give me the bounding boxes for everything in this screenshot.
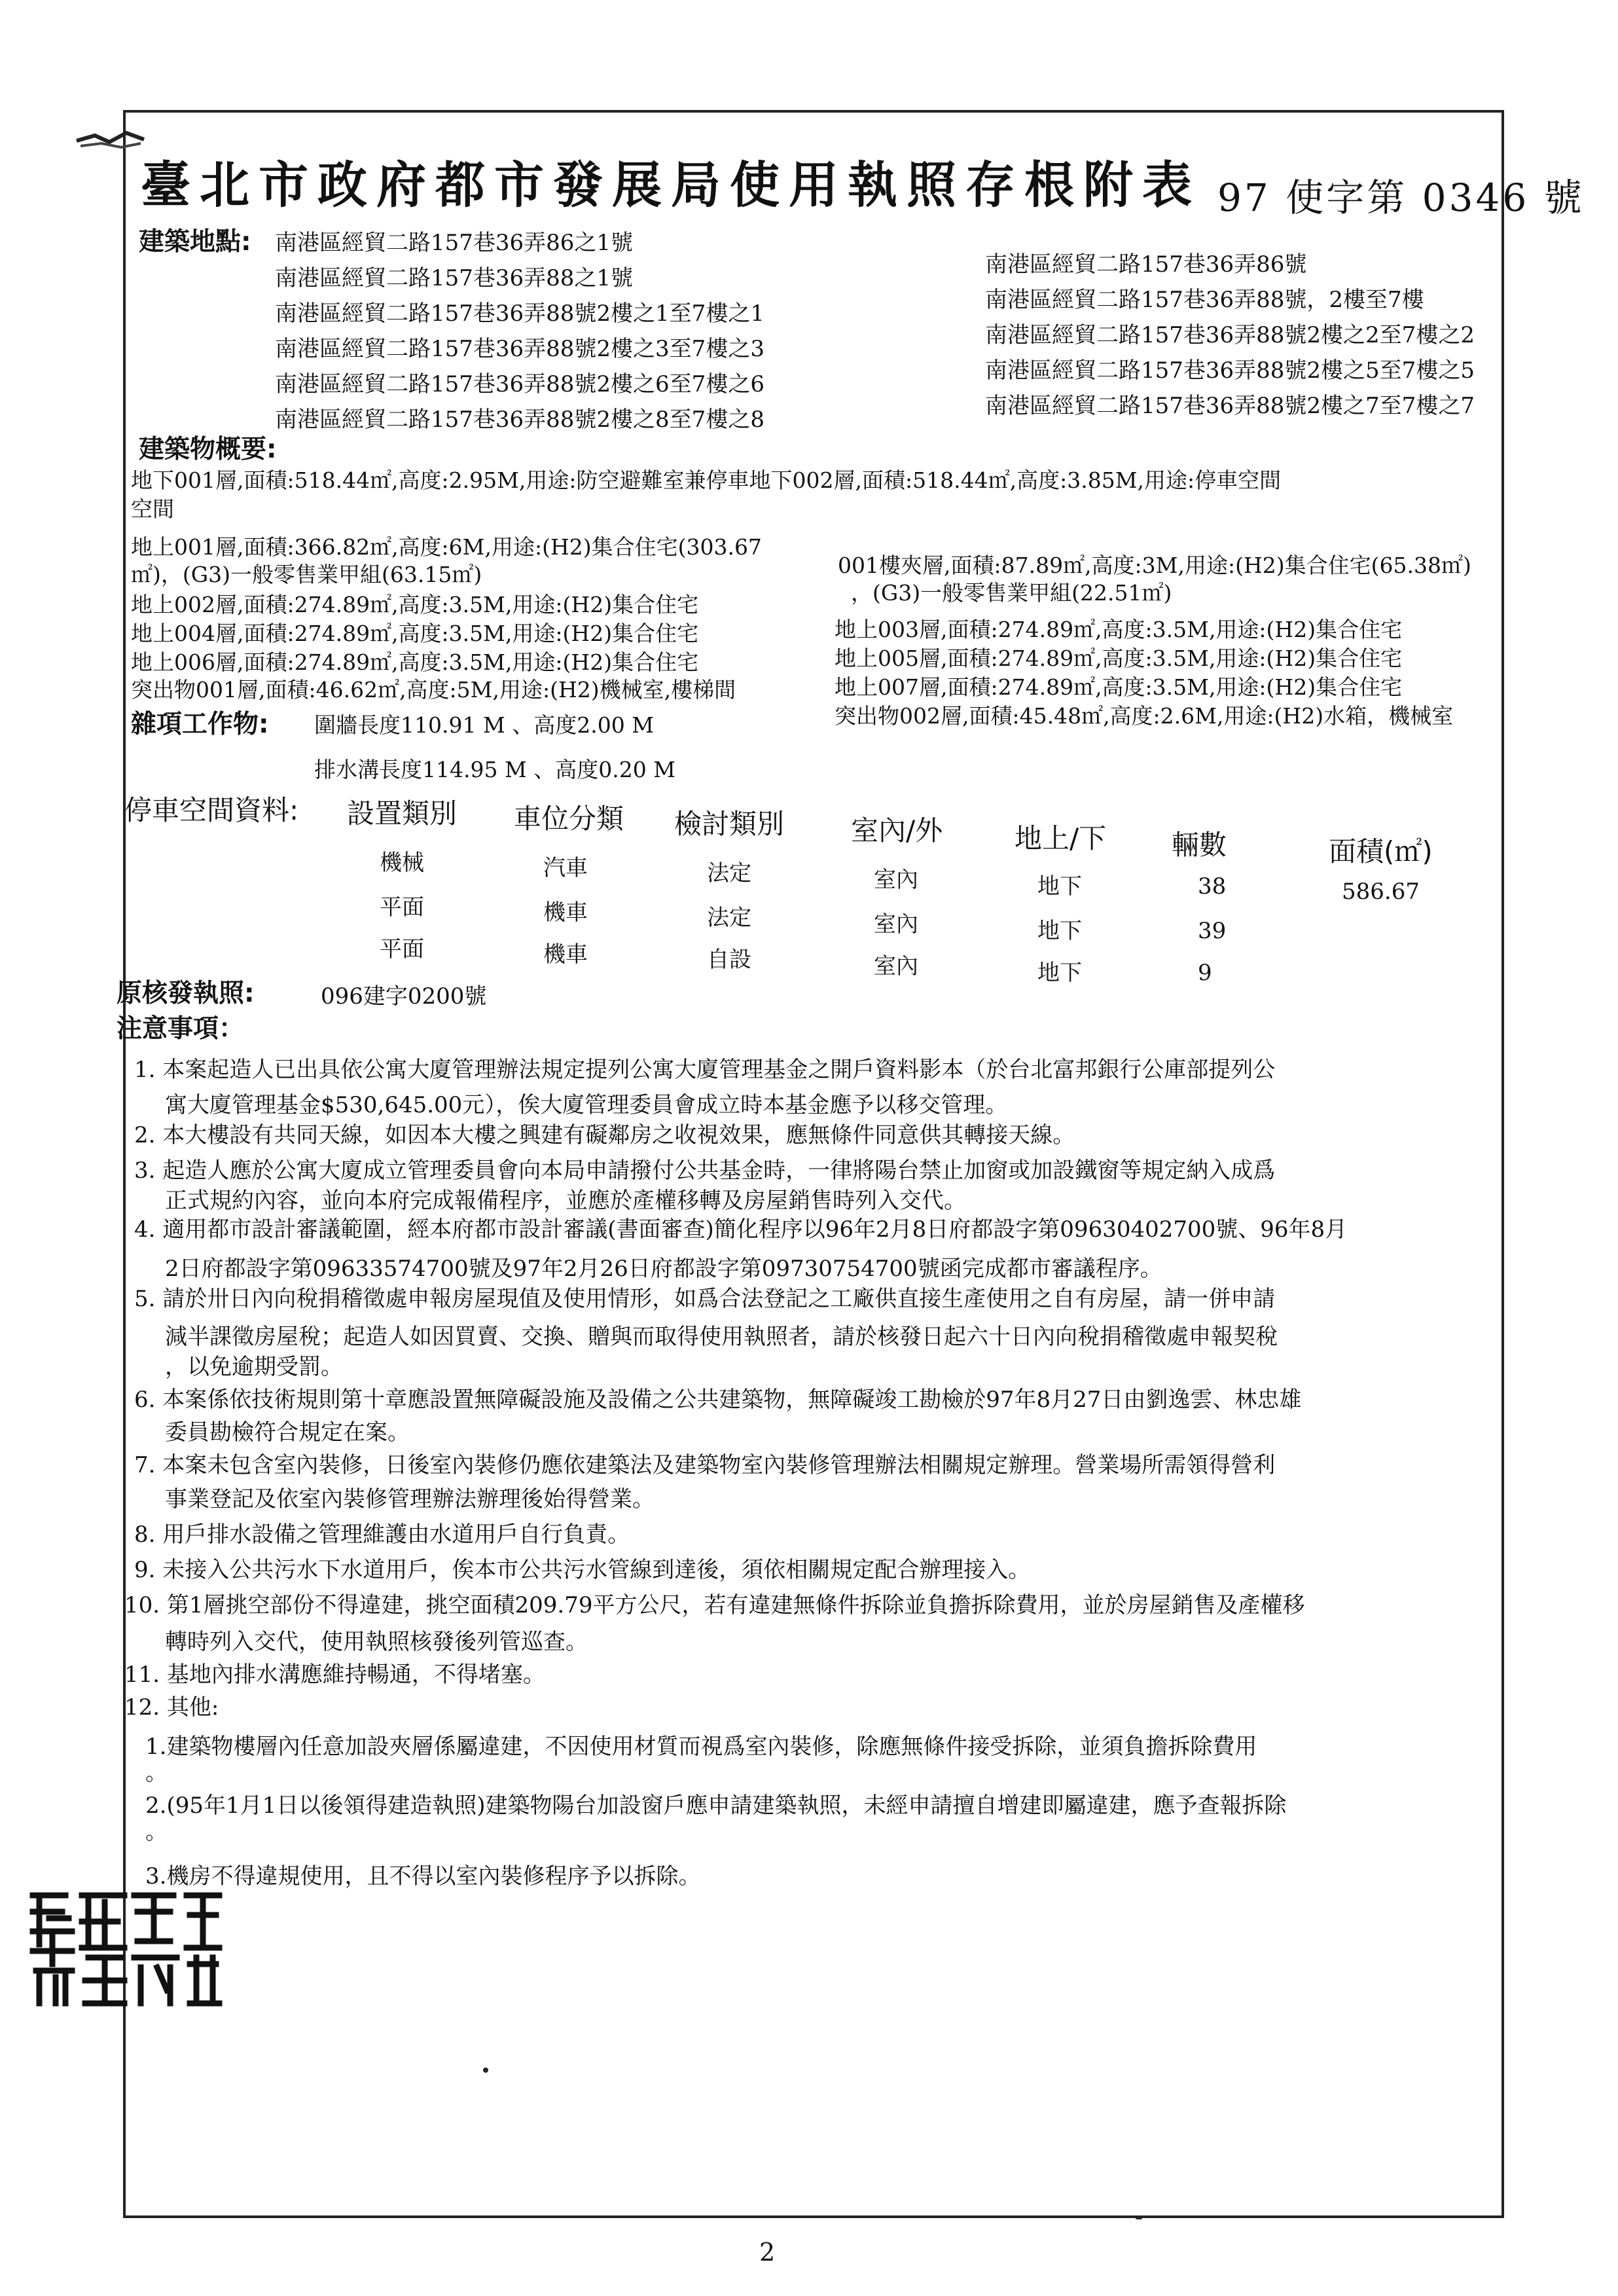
overview-b1-line1: 地下001層,面積:518.44㎡,高度:2.95M,用途:防空避難室兼停車地下002層,面積:518.44㎡,高度:3.85M,用途:停車空間 [131, 467, 1282, 493]
overview-floor-2: 地上002層,面積:274.89㎡,高度:3.5M,用途:(H2)集合住宅 [131, 592, 699, 617]
note-line-15: 8. 用戶排水設備之管理維護由水道用戶自行負責。 [134, 1522, 630, 1548]
note-line-7: 2日府都設字第09633574700號及97年2月26日府都設字第09730754700號函完成都市審議程序。 [165, 1256, 1162, 1282]
parking-r1-area: 586.67 [1342, 879, 1420, 905]
misc-label: 雜項工作物: [131, 710, 269, 739]
parking-r2-review: 法定 [707, 905, 751, 931]
address-right-2: 南港區經貿二路157巷36弄88號，2樓至7樓 [985, 287, 1424, 313]
parking-label: 停車空間資料: [124, 794, 299, 826]
site-label: 建築地點: [139, 227, 251, 257]
note-line-8: 5. 請於卅日內向稅捐稽徵處申報房屋現值及使用情形，如爲合法登記之工廠供直接生產使用之自有房屋，請一併申請 [134, 1286, 1276, 1312]
parking-r1-level: 地下 [1037, 873, 1082, 900]
note-other-3: 3.機房不得違規使用，且不得以室內裝修程序予以拆除。 [145, 1863, 701, 1889]
note-line-19: 11. 基地內排水溝應維持暢通，不得堵塞。 [124, 1662, 545, 1688]
overview-floor-5: 地上005層,面積:274.89㎡,高度:3.5M,用途:(H2)集合住宅 [835, 646, 1403, 671]
address-right-5: 南港區經貿二路157巷36弄88號2樓之7至7樓之7 [985, 393, 1475, 419]
overview-b1-line2: 空間 [131, 496, 174, 522]
overview-mezzanine-line2: ，(G3)一般零售業甲組(22.51㎡) [851, 580, 1172, 606]
parking-r1-class: 汽車 [543, 855, 588, 881]
page-number: 2 [759, 2238, 776, 2267]
overview-roof-2: 突出物002層,面積:45.48㎡,高度:2.6M,用途:(H2)水箱，機械室 [835, 703, 1454, 729]
overview-f1-line1: 地上001層,面積:366.82㎡,高度:6M,用途:(H2)集合住宅(303.67 [131, 534, 762, 560]
parking-header-count: 輛數 [1172, 829, 1227, 861]
misc-wall: 圍牆長度110.91 M 、高度2.00 M [314, 712, 654, 738]
parking-r3-class: 機車 [543, 941, 588, 968]
stray-mark-2 [1136, 2217, 1142, 2219]
parking-header-indoor: 室內/外 [851, 814, 943, 847]
parking-r3-indoor: 室內 [874, 953, 918, 979]
parking-r2-type: 平面 [380, 894, 424, 920]
overview-mezzanine-line1: 001樓夾層,面積:87.89㎡,高度:3M,用途:(H2)集合住宅(65.38㎡) [838, 553, 1471, 578]
note-line-12: 委員勘檢符合規定在案。 [165, 1419, 410, 1446]
address-left-5: 南港區經貿二路157巷36弄88號2樓之6至7樓之6 [275, 371, 764, 397]
parking-r2-count: 39 [1198, 918, 1227, 944]
note-line-14: 事業登記及依室內裝修管理辦法辦理後始得營業。 [165, 1486, 655, 1512]
note-line-2: 寓大廈管理基金$530,645.00元），俟大廈管理委員會成立時本基金應予以移交管理。 [165, 1092, 1008, 1118]
parking-header-level: 地上/下 [1015, 822, 1107, 854]
parking-r1-review: 法定 [707, 860, 751, 886]
parking-r2-level: 地下 [1037, 918, 1082, 944]
note-line-1: 1. 本案起造人已出具依公寓大廈管理辦法規定提列公寓大廈管理基金之開戶資料影本（於台北富邦銀行公庫部提列公 [134, 1057, 1276, 1083]
note-line-3: 2. 本大樓設有共同天線，如因本大樓之興建有礙鄰房之收視效果，應無條件同意供其轉接天線。 [134, 1122, 1075, 1148]
misc-drain: 排水溝長度114.95 M 、高度0.20 M [314, 757, 675, 782]
note-line-16: 9. 未接入公共污水下水道用戶，俟本市公共污水管線到達後，須依相關規定配合辦理接入。 [134, 1557, 1031, 1583]
parking-r1-type: 機械 [380, 850, 424, 876]
note-other-2: 2.(95年1月1日以後領得建造執照)建築物陽台加設窗戶應申請建築執照，未經申請擅自增建即屬違建，應予查報拆除 [145, 1793, 1287, 1819]
parking-header-type: 設置類別 [347, 797, 458, 829]
corner-scribble [75, 128, 147, 150]
parking-r3-type: 平面 [380, 936, 424, 962]
overview-floor-7: 地上007層,面積:274.89㎡,高度:3.5M,用途:(H2)集合住宅 [835, 674, 1403, 700]
address-right-1: 南港區經貿二路157巷36弄86號 [985, 251, 1307, 278]
parking-header-class: 車位分類 [514, 803, 624, 835]
note-line-13: 7. 本案未包含室內裝修，日後室內裝修仍應依建築法及建築物室內裝修管理辦法相關規定辦理。營業場所需領得營利 [134, 1452, 1276, 1478]
stray-mark [483, 2068, 488, 2073]
note-other-1: 1.建築物樓層內任意加設夾層係屬違建，不因使用材質而視爲室內裝修，除應無條件接受拆除，並須負擔拆除費用 [145, 1734, 1257, 1760]
notes-label: 注意事項： [117, 1014, 245, 1044]
note-line-20: 12. 其他: [124, 1694, 219, 1721]
overview-floor-6: 地上006層,面積:274.89㎡,高度:3.5M,用途:(H2)集合住宅 [131, 649, 699, 675]
original-permit-label: 原核發執照: [117, 979, 255, 1008]
note-other-2-end: 。 [145, 1819, 168, 1845]
overview-floor-4: 地上004層,面積:274.89㎡,高度:3.5M,用途:(H2)集合住宅 [131, 621, 699, 646]
overview-label: 建築物概要: [139, 435, 277, 464]
address-left-6: 南港區經貿二路157巷36弄88號2樓之8至7樓之8 [275, 407, 764, 433]
address-left-1: 南港區經貿二路157巷36弄86之1號 [275, 230, 634, 256]
parking-header-area: 面積(㎡) [1329, 835, 1433, 867]
parking-r2-indoor: 室內 [874, 911, 918, 938]
address-right-4: 南港區經貿二路157巷36弄88號2樓之5至7樓之5 [985, 357, 1475, 384]
note-line-17: 10. 第1層挑空部份不得違建，挑空面積209.79平方公尺，若有違建無條件拆除並負擔拆除費用，並於房屋銷售及產權移 [124, 1592, 1305, 1618]
address-left-4: 南港區經貿二路157巷36弄88號2樓之3至7樓之3 [275, 336, 764, 362]
address-left-3: 南港區經貿二路157巷36弄88號2樓之1至7樓之1 [275, 301, 764, 327]
parking-r1-indoor: 室內 [874, 867, 918, 893]
address-right-3: 南港區經貿二路157巷36弄88號2樓之2至7樓之2 [985, 322, 1475, 348]
parking-header-review: 檢討類別 [674, 808, 785, 840]
official-seal-stamp [26, 1886, 223, 2010]
note-line-6: 4. 適用都市設計審議範圍，經本府都市設計審議(書面審查)簡化程序以96年2月8日府都設字第09630402700號、96年8月 [134, 1216, 1348, 1243]
overview-roof-1: 突出物001層,面積:46.62㎡,高度:5M,用途:(H2)機械室,樓梯間 [131, 677, 736, 702]
parking-r3-level: 地下 [1037, 960, 1082, 986]
note-line-4: 3. 起造人應於公寓大廈成立管理委員會向本局申請撥付公共基金時，一律將陽台禁止加窗或加設鐵窗等規定納入成爲 [134, 1157, 1276, 1184]
note-line-11: 6. 本案係依技術規則第十章應設置無障礙設施及設備之公共建築物，無障礙竣工勘檢於97年8月27日由劉逸雲、林忠雄 [134, 1387, 1302, 1413]
original-permit-value: 096建字0200號 [321, 983, 487, 1010]
overview-floor-3: 地上003層,面積:274.89㎡,高度:3.5M,用途:(H2)集合住宅 [835, 617, 1403, 642]
document-title: 臺北市政府都市發展局使用執照存根附表 [141, 156, 1201, 214]
note-line-18: 轉時列入交代，使用執照核發後列管巡查。 [165, 1629, 588, 1655]
parking-r3-review: 自設 [707, 947, 751, 973]
overview-f1-line2: ㎡)，(G3)一般零售業甲組(63.15㎡) [131, 562, 482, 587]
note-other-1-end: 。 [145, 1760, 168, 1786]
note-line-9: 減半課徵房屋稅；起造人如因買賣、交換、贈與而取得使用執照者，請於核發日起六十日內向稅捐稽徵處申報契稅 [165, 1324, 1278, 1350]
note-line-10: ，以免逾期受罰。 [165, 1354, 343, 1380]
parking-r1-count: 38 [1198, 873, 1227, 900]
parking-r2-class: 機車 [543, 900, 588, 926]
note-line-5: 正式規約內容，並向本府完成報備程序，並應於產權移轉及房屋銷售時列入交代。 [165, 1188, 966, 1214]
permit-number: 97 使字第 0346 號 [1217, 175, 1585, 220]
parking-r3-count: 9 [1198, 960, 1212, 986]
address-left-2: 南港區經貿二路157巷36弄88之1號 [275, 265, 634, 291]
